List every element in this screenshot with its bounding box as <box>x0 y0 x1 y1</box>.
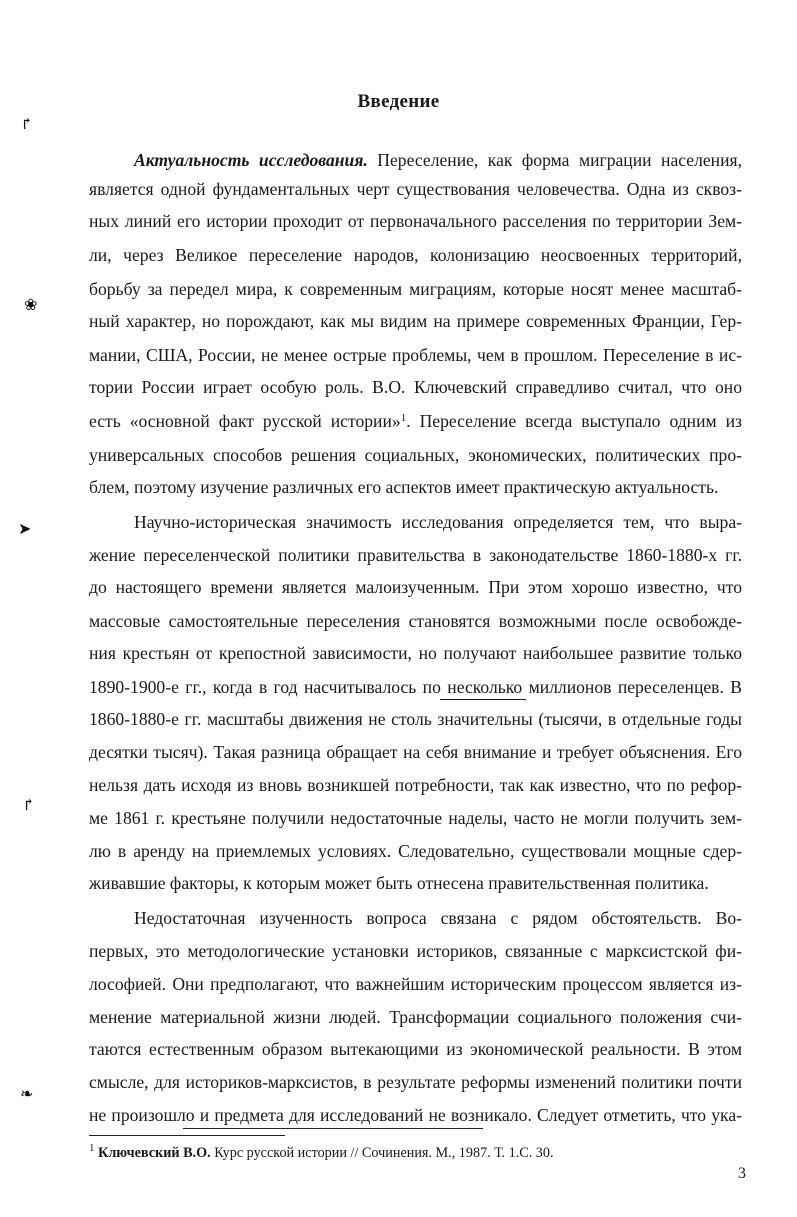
paragraph-1-line-5: борьбу за передел мира, к современным миграциям, которые носят менее масштаб- <box>89 279 742 299</box>
margin-mark-icon: ❧ <box>20 1086 34 1103</box>
paragraph-3-line-4: менение материальной жизни людей. Трансформации социального положения счи- <box>89 1007 742 1027</box>
footnote <box>89 1141 689 1165</box>
lead-phrase: Актуальность исследования. <box>134 150 368 170</box>
footnote-rule <box>89 1135 285 1136</box>
paragraph-2-line-3: до настоящего времени является малоизученным. При этом хорошо известно, что <box>89 577 742 597</box>
paragraph-1-line-6: ный характер, но порождают, как мы видим на примере современных Франции, Гер- <box>89 311 742 331</box>
paragraph-1-line-11: блем, поэтому изучение различных его аспектов имеет практическую актуальность. <box>89 477 719 497</box>
paragraph-2-line-4: массовые самостоятельные переселения становятся возможными после освобожде- <box>89 611 742 631</box>
page-number: 3 <box>738 1165 746 1182</box>
margin-mark-icon: ↱ <box>22 797 36 814</box>
pen-underline <box>440 699 526 700</box>
paragraph-3-line-5: таются естественным образом вытекающими из экономической реальности. В этом <box>89 1039 742 1059</box>
paragraph-2-line-9: нельзя дать исходя из вновь возникшей потребности, так как известно, что по рефор- <box>89 775 742 795</box>
line-text: есть «основной факт русской истории» <box>89 411 401 431</box>
footnote-number: 1 <box>89 1142 95 1154</box>
paragraph-2-line-2: жение переселенческой политики правительства в законодательстве 1860-1880-х гг. <box>89 545 742 565</box>
paragraph-2-line-5: ния крестьян от крепостной зависимости, но получают наибольшее развитие только <box>89 643 742 663</box>
paragraph-3-line-1: Недостаточная изученность вопроса связана с рядом обстоятельств. Во- <box>134 908 742 928</box>
paragraph-1-line-2: является одной фундаментальных черт существования человечества. Одна из сквоз- <box>89 179 742 199</box>
line-text: Переселение, как форма миграции населения, <box>377 150 743 170</box>
paragraph-3-line-7: не произошло и предмета для исследований не возникало. Следует отметить, что ука- <box>89 1105 742 1125</box>
paragraph-3-line-2: первых, это методологические установки историков, связанные с марксистской фи- <box>89 941 742 961</box>
footnote-ref: 1 <box>400 412 407 424</box>
paragraph-3-line-3: лософией. Они предполагают, что важнейшим историческим процессом является из- <box>89 974 742 994</box>
paragraph-1-line-7: мании, США, России, не менее острые проблемы, чем в прошлом. Переселение в ис- <box>89 345 742 365</box>
paragraph-2-line-1: Научно-историческая значимость исследования определяется тем, что выра- <box>134 512 742 532</box>
paragraph-1-line-8: тории России играет особую роль. В.О. Ключевский справедливо считал, что оно <box>89 377 742 397</box>
margin-mark-icon: ↱ <box>20 116 34 133</box>
footnote-text: Курс русской истории // Сочинения. М., 1987. Т. 1.С. 30. <box>210 1145 554 1161</box>
paragraph-1-line-3: ных линий его истории проходит от первоначального расселения по территории Зем- <box>89 211 742 231</box>
paragraph-1-line-9 <box>89 406 742 436</box>
line-text: . Переселение всегда выступало одним из <box>406 411 743 431</box>
margin-mark-icon: ❀ <box>24 297 38 314</box>
page-title: Введение <box>357 91 440 112</box>
margin-mark-icon: ➤ <box>18 521 32 538</box>
paragraph-2-line-11: лю в аренду на приемлемых условиях. Следовательно, существовали мощные сдер- <box>89 841 742 861</box>
paragraph-2-line-10: ме 1861 г. крестьяне получили недостаточные наделы, часто не могли получить зем- <box>89 808 742 828</box>
pen-underline <box>183 1128 483 1129</box>
paragraph-1-line-10: универсальных способов решения социальных, экономических, политических про- <box>89 445 742 465</box>
paragraph-3-line-6: смысле, для историков-марксистов, в результате реформы изменений политики почти <box>89 1072 742 1092</box>
paragraph-1-line-4: ли, через Великое переселение народов, колонизацию неосвоенных территорий, <box>89 245 742 265</box>
paragraph-1-line-1 <box>134 145 742 175</box>
paragraph-2-line-12: живавшие факторы, к которым может быть отнесена правительственная политика. <box>89 873 709 893</box>
footnote-author: Ключевский В.О. <box>98 1145 211 1161</box>
paragraph-2-line-8: десятки тысяч). Такая разница обращает на себя внимание и требует объяснения. Его <box>89 742 742 762</box>
paragraph-2-line-6: 1890-1900-е гг., когда в год насчитывалось по несколько миллионов переселенцев. В <box>89 677 742 697</box>
paragraph-2-line-7: 1860-1880-е гг. масштабы движения не столь значительны (тысячи, в отдельные годы <box>89 709 742 729</box>
